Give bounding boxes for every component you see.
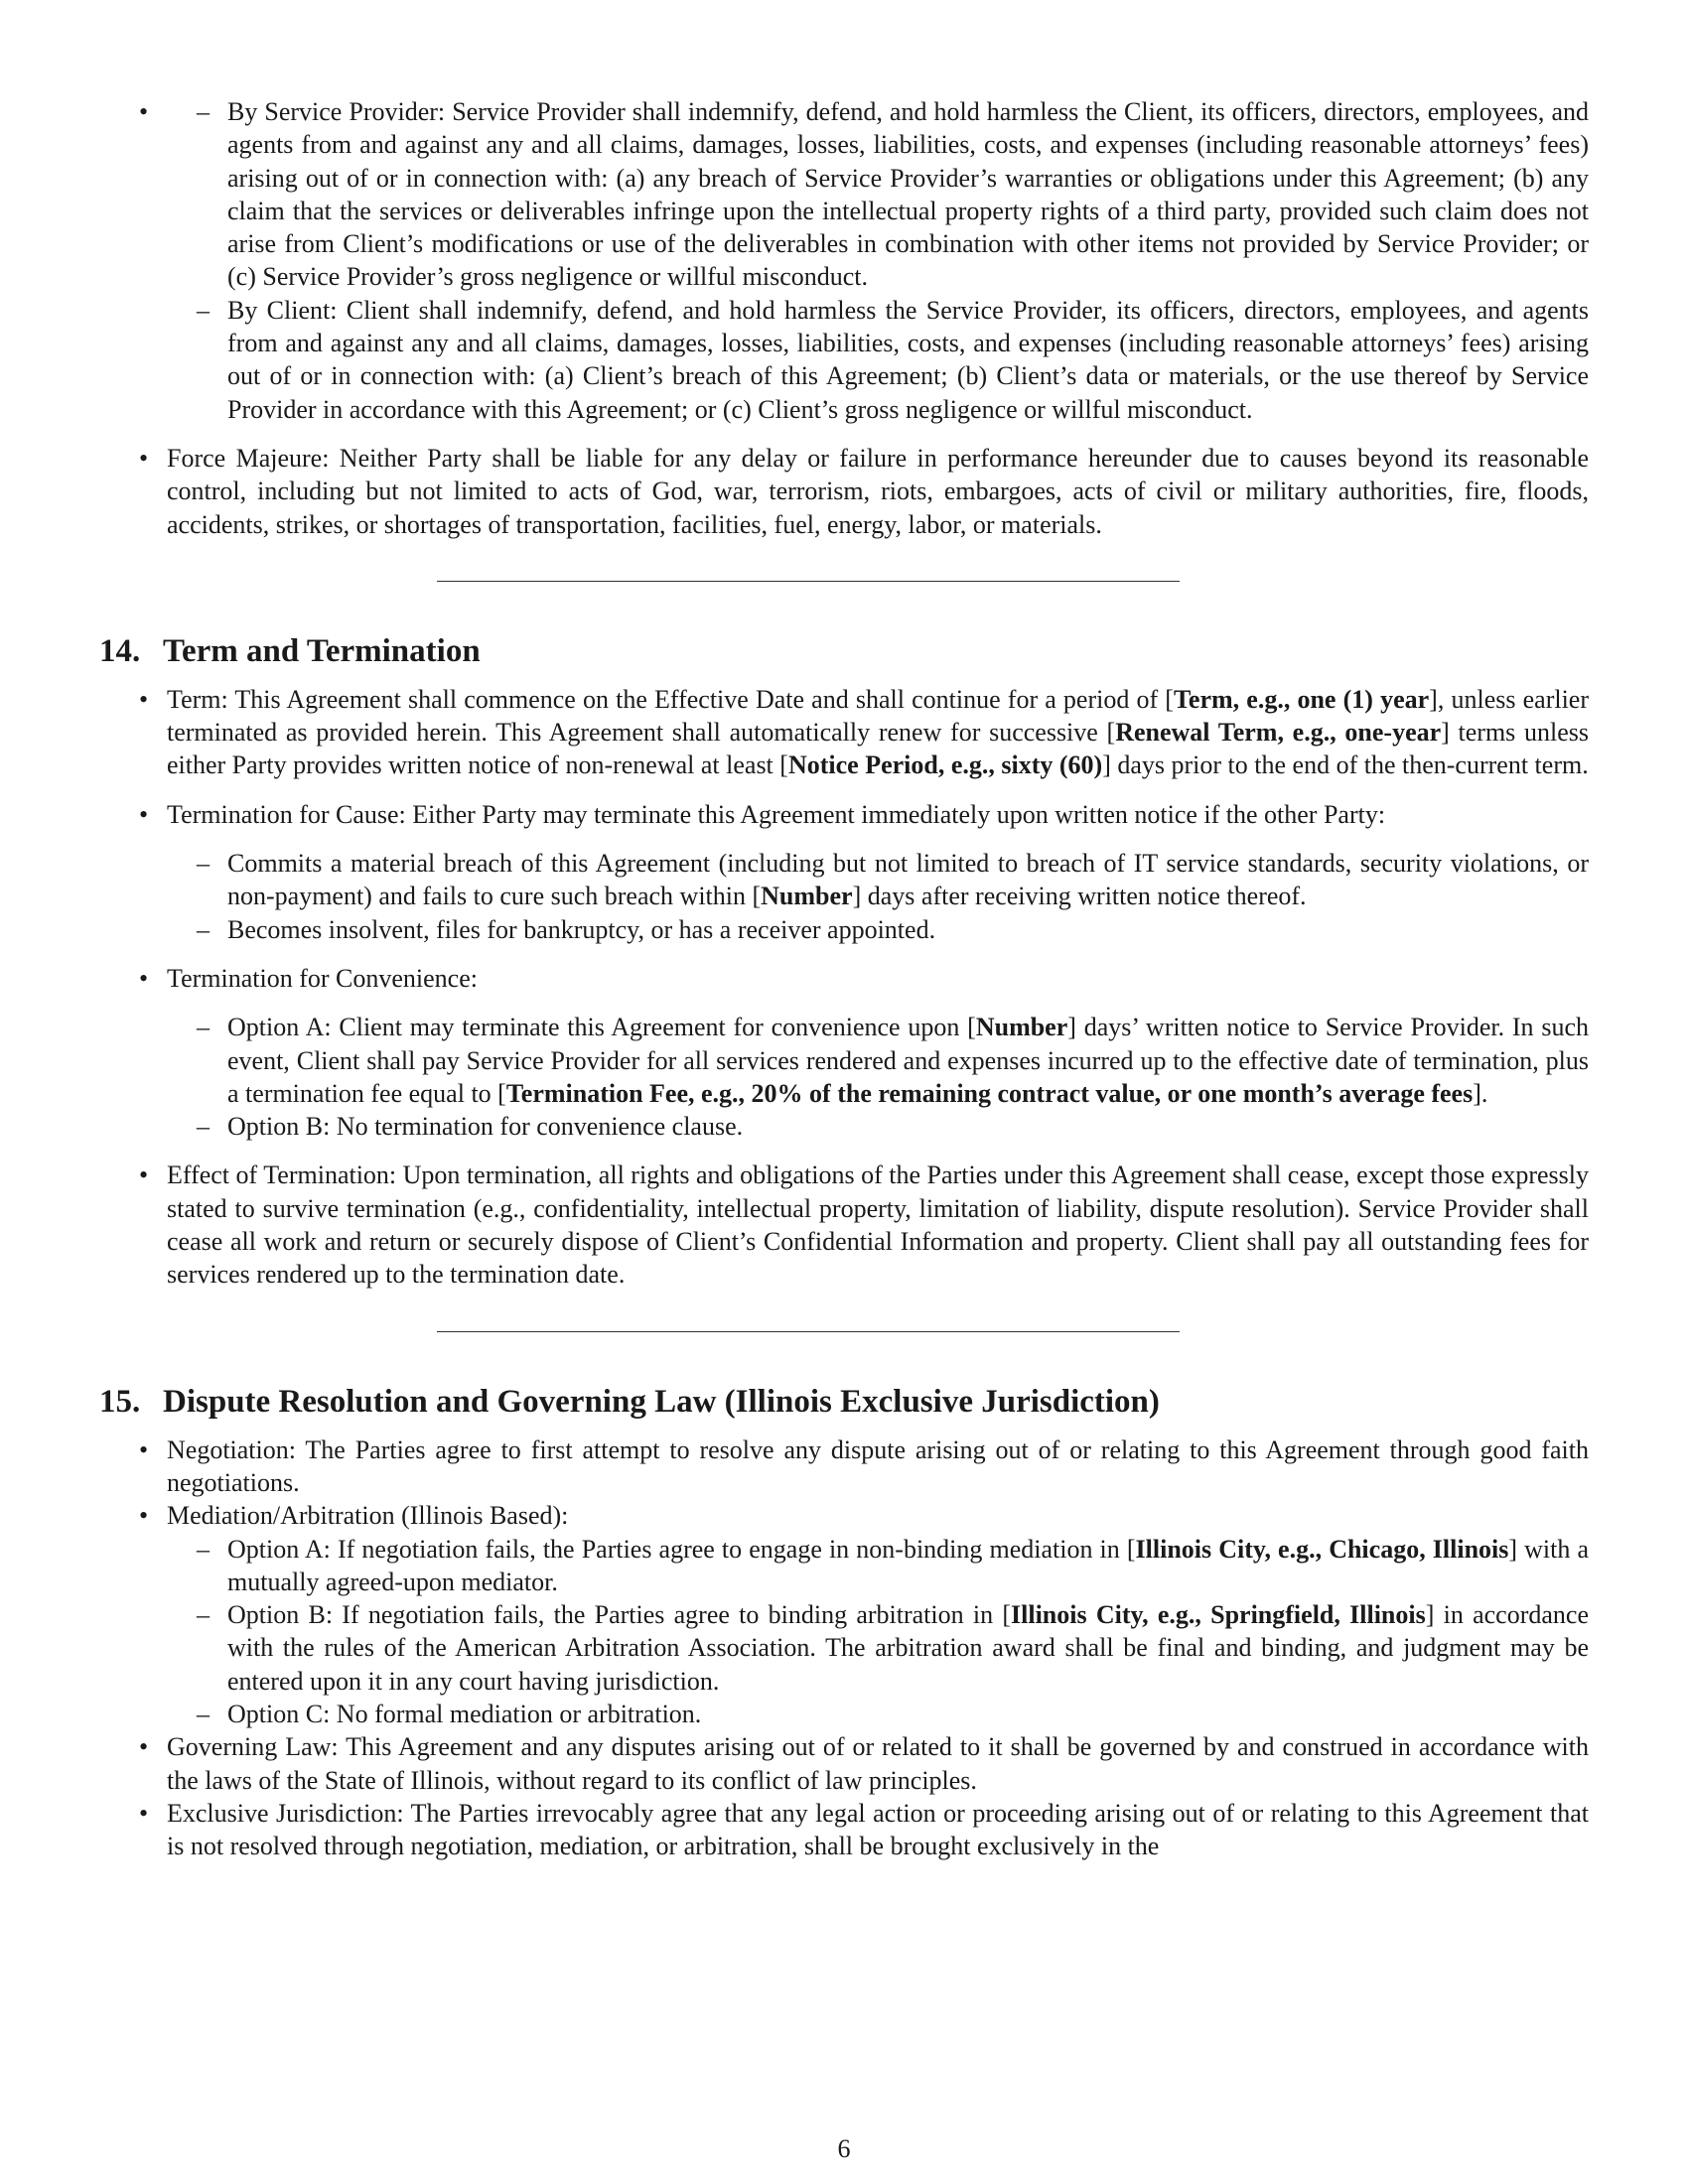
section-15-heading	[99, 1382, 1589, 1422]
force-majeure-item: • Force Majeure: Neither Party shall be liable for any delay or failure in performance hereunder due to causes beyond its reasonable control, including but not limited to acts of God, war, terrorism, riots, embargoes, acts of civil or military authorities, fire, floods, accidents, strikes, or shortages of transportation, facilities, fuel, energy, labor, or materials.	[167, 442, 1589, 541]
mediation-option-c: – Option C: No formal mediation or arbitration.	[227, 1698, 1589, 1730]
exclusive-jurisdiction-item: • Exclusive Jurisdiction: The Parties irrevocably agree that any legal action or proceeding arising out of or relating to this Agreement that is not resolved through negotiation, mediation, or arbitration, shall be brought exclusively in the	[167, 1797, 1589, 1863]
negotiation-item: • Negotiation: The Parties agree to first attempt to resolve any dispute arising out of or relating to this Agreement through good faith negotiations.	[167, 1433, 1589, 1500]
section-14-title: Term and Termination	[163, 632, 481, 669]
indemnification-subitems	[167, 95, 1589, 426]
section-divider	[437, 581, 1180, 582]
effect-of-termination-item: • Effect of Termination: Upon termination, all rights and obligations of the Parties under this Agreement shall cease, except those expressly stated to survive termination (e.g., confidentiality, intellectual property, limitation of liability, dispute resolution). Service Provider shall cease all work and return or securely dispose of Client’s Confidential Information and property. Client shall pay all outstanding fees for services rendered up to the termination date.	[167, 1159, 1589, 1291]
page-number: 6	[837, 2134, 851, 2163]
cause-insolvency: – Becomes insolvent, files for bankruptcy, or has a receiver appointed.	[227, 913, 1589, 946]
indemnify-by-client: – By Client: Client shall indemnify, defend, and hold harmless the Service Provider, its officers, directors, employees, and agents from and against any and all claims, damages, losses, liabilities, costs, and expenses (including reasonable attorneys’ fees) arising out of or in connection with: (a) Client’s breach of this Agreement; (b) Client’s data or materials, or the use thereof by Service Provider in accordance with this Agreement; or (c) Client’s gross negligence or willful misconduct.	[227, 294, 1589, 426]
section-15-number: 15.	[99, 1383, 141, 1420]
section-14-number: 14.	[99, 632, 141, 669]
termination-for-cause-item: • Termination for Cause: Either Party may terminate this Agreement immediately upon written notice if the other Party: – Commits a material breach of this Agreement (including but not limited to breach of IT service standards, security violations, or non-payment) and fails to cure such breach within [Number] days after receiving written notice thereof. – Becomes insolvent, files for bankruptcy, or has a receiver appointed.	[167, 798, 1589, 946]
mediation-option-a: – Option A: If negotiation fails, the Parties agree to engage in non-binding mediation in [Illinois City, e.g., Chicago, Illinois] with a mutually agreed-upon mediator.	[227, 1533, 1589, 1599]
indemnification-continued	[167, 95, 1589, 426]
indemnify-by-service-provider: – • By Service Provider: Service Provider shall indemnify, defend, and hold harmless the Client, its officers, directors, employees, and agents from and against any and all claims, damages, losses, liabilities, costs, and expenses (including reasonable attorneys’ fees) arising out of or in connection with: (a) any breach of Service Provider’s warranties or obligations under this Agreement; (b) any claim that the services or deliverables infringe upon the intellectual property rights of a third party, provided such claim does not arise from Client’s modifications or use of the deliverables in combination with other items not provided by Service Provider; or (c) Service Provider’s gross negligence or willful misconduct.	[227, 95, 1589, 294]
convenience-option-b: – Option B: No termination for convenience clause.	[227, 1110, 1589, 1143]
cause-material-breach: – Commits a material breach of this Agreement (including but not limited to breach of IT service standards, security violations, or non-payment) and fails to cure such breach within [Number] days after receiving written notice thereof.	[227, 847, 1589, 913]
mediation-option-b: – Option B: If negotiation fails, the Parties agree to binding arbitration in [Illinois City, e.g., Springfield, Illinois] in accordance with the rules of the American Arbitration Association. The arbitration award shall be final and binding, and judgment may be entered upon it in any court having jurisdiction.	[227, 1598, 1589, 1698]
termination-for-convenience-item: • Termination for Convenience: – Option A: Client may terminate this Agreement for convenience upon [Number] days’ written notice to Service Provider. In such event, Client shall pay Service Provider for all services rendered and expenses incurred up to the effective date of termination, plus a termination fee equal to [Termination Fee, e.g., 20% of the remaining contract value, or one month’s average fees]. – Option B: No termination for convenience clause.	[167, 962, 1589, 1143]
section-14-list	[167, 683, 1589, 1292]
convenience-option-a: – Option A: Client may terminate this Agreement for convenience upon [Number] days’ written notice to Service Provider. In such event, Client shall pay Service Provider for all services rendered and expenses incurred up to the effective date of termination, plus a termination fee equal to [Termination Fee, e.g., 20% of the remaining contract value, or one month’s average fees].	[227, 1011, 1589, 1110]
term-item: • Term: This Agreement shall commence on the Effective Date and shall continue for a period of [Term, e.g., one (1) year], unless earlier terminated as provided herein. This Agreement shall automatically renew for successive [Renewal Term, e.g., one-year] terms unless either Party provides written notice of non-renewal at least [Notice Period, e.g., sixty (60)] days prior to the end of the then-current term.	[167, 683, 1589, 782]
mediation-options	[167, 1533, 1589, 1731]
section-15-title: Dispute Resolution and Governing Law (Illinois Exclusive Jurisdiction)	[163, 1383, 1160, 1420]
section-14-heading	[99, 631, 1589, 671]
section-divider	[437, 1331, 1180, 1332]
termination-for-convenience-subitems	[167, 1011, 1589, 1143]
section-15-list	[167, 1433, 1589, 1863]
indemnification-list	[167, 95, 1589, 541]
termination-for-cause-subitems	[167, 847, 1589, 946]
page-content	[99, 95, 1590, 1862]
mediation-arbitration-item: • Mediation/Arbitration (Illinois Based): – Option A: If negotiation fails, the Parties agree to engage in non-binding mediation in [Illinois City, e.g., Chicago, Illinois] with a mutually agreed-upon mediator. – Option B: If negotiation fails, the Parties agree to binding arbitration in [Illinois City, e.g., Springfield, Illinois] in accordance with the rules of the American Arbitration Association. The arbitration award shall be final and binding, and judgment may be entered upon it in any court having jurisdiction. – Option C: No formal mediation or arbitration.	[167, 1499, 1589, 1730]
governing-law-item: • Governing Law: This Agreement and any disputes arising out of or related to it shall be governed by and construed in accordance with the laws of the State of Illinois, without regard to its conflict of law principles.	[167, 1730, 1589, 1797]
